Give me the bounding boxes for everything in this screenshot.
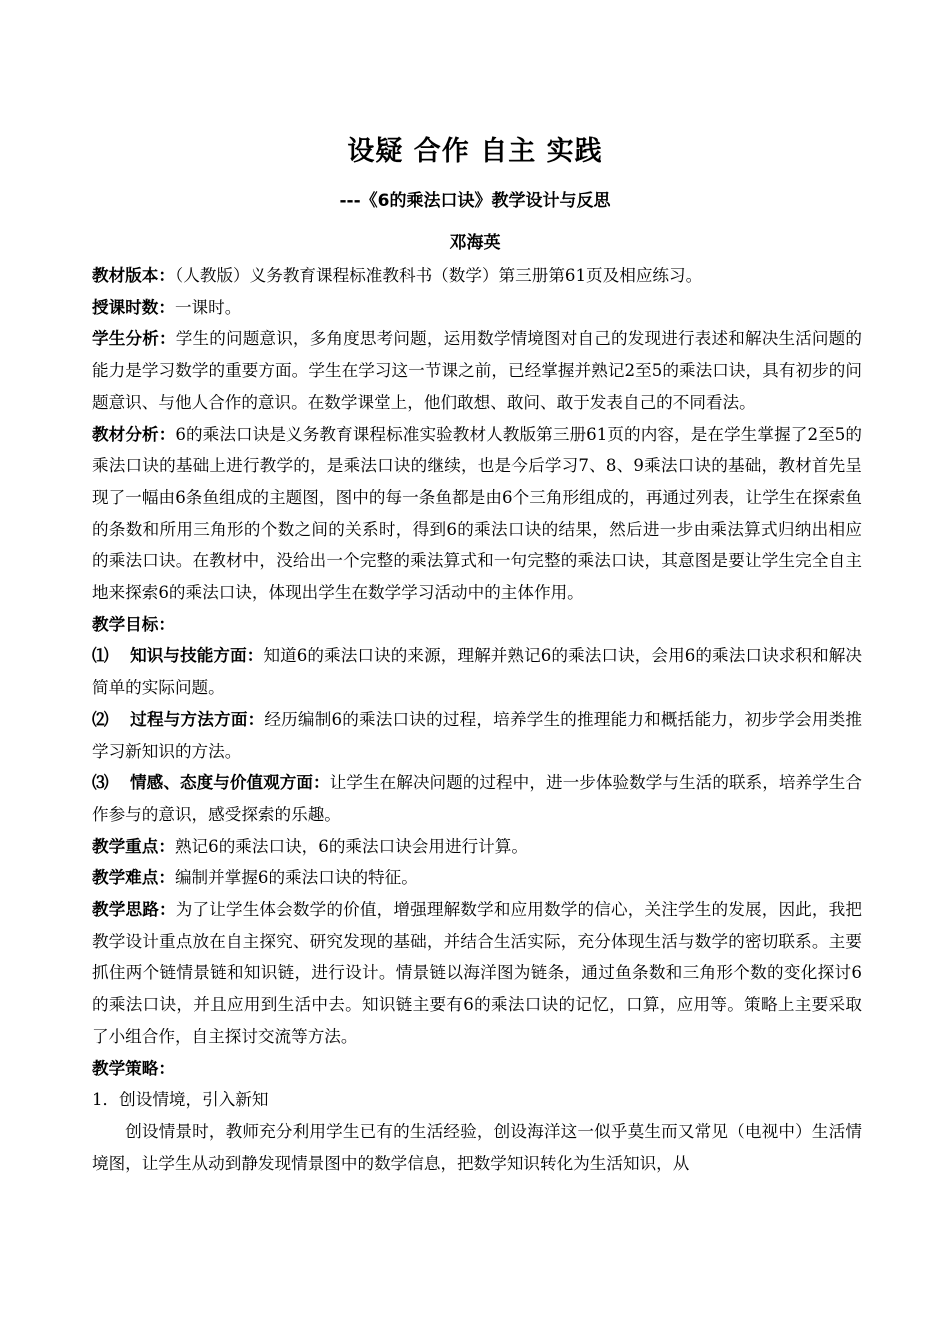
document-title: 设疑 合作 自主 实践 (347, 136, 603, 167)
goal-item (92, 704, 862, 767)
key-points-text: 熟记6的乘法口诀，6的乘法口诀会用进行计算。 (174, 836, 528, 856)
material-analysis-paragraph (92, 419, 862, 609)
student-analysis-label: 学生分析： (92, 329, 176, 349)
document-subtitle: ---《6的乘法口诀》教学设计与反思 (339, 191, 611, 211)
teaching-strategy-heading (92, 1053, 862, 1085)
student-analysis-text: 学生的问题意识，多角度思考问题，运用数学情境图对自己的发现进行表述和解决生活问题的能力是学习数学的重要方面。学生在学习这一节课之前，已经掌握并熟记2至5的乘法口诀，具有初步的问题意识、与他人合作的意识。在数学课堂上，他们敢想、敢问、敢于发表自己的不同看法。 (92, 329, 863, 412)
key-points-paragraph (92, 831, 862, 863)
teaching-strategy-label: 教学策略： (92, 1058, 175, 1078)
key-points-label: 教学重点： (92, 836, 175, 856)
goal-item (92, 767, 862, 830)
document-body (92, 260, 862, 1179)
strategy-step-heading: 1．创设情境，引入新知 (92, 1090, 269, 1110)
teaching-ideas-text: 为了让学生体会数学的价值，增强理解数学和应用数学的信心，关注学生的发展，因此，我把教学设计重点放在自主探究、研究发现的基础，并结合生活实际，充分体现生活与数学的密切联系。主要抓住两个链情景链和知识链，进行设计。情景链以海洋图为链条，通过鱼条数和三角形个数的变化探讨6的乘法口诀，并且应用到生活中去。知识链主要有6的乘法口诀的记忆，口算，应用等。策略上主要采取了小组合作，自主探讨交流等方法。 (92, 900, 863, 1046)
goal-item (92, 640, 862, 703)
lesson-hours-text: 一课时。 (174, 297, 242, 317)
goal-item-text: 让学生在解决问题的过程中，进一步体验数学与生活的联系，培养学生合作参与的意识，感受探索的乐趣。 (92, 773, 863, 824)
goal-item-number: ⑵ (92, 709, 109, 729)
student-analysis-paragraph (92, 323, 862, 418)
teaching-goals-heading (92, 609, 862, 641)
textbook-version-paragraph (92, 260, 862, 292)
textbook-version-label: 教材版本： (92, 266, 175, 285)
teaching-ideas-label: 教学思路： (92, 900, 176, 920)
lesson-hours-label: 授课时数： (92, 297, 175, 317)
textbook-version-text: （人教版）义务教育课程标准教科书（数学）第三册第61页及相应练习。 (174, 266, 703, 285)
difficulties-paragraph (92, 862, 862, 894)
document-author: 邓海英 (449, 233, 501, 253)
material-analysis-label: 教材分析： (92, 424, 176, 444)
goal-item-text: 知道6的乘法口诀的来源，理解并熟记6的乘法口诀，会用6的乘法口诀求积和解决简单的实际问题。 (92, 646, 863, 698)
teaching-goals-label: 教学目标： (92, 614, 175, 634)
goal-item-text: 经历编制6的乘法口诀的过程，培养学生的推理能力和概括能力，初步学会用类推学习新知识的方法。 (92, 709, 863, 761)
material-analysis-text: 6的乘法口诀是义务教育课程标准实验教材人教版第三册61页的内容，是在学生掌握了2至5的乘法口诀的基础上进行教学的，是乘法口诀的继续，也是今后学习7、8、9乘法口诀的基础，教材首先呈现了一幅由6条鱼组成的主题图，图中的每一条鱼都是由6个三角形组成的，再通过列表，让学生在探索鱼的条数和所用三角形的个数之间的关系时，得到6的乘法口诀的结果，然后进一步由乘法算式归纳出相应的乘法口诀。在教材中，没给出一个完整的乘法算式和一句完整的乘法口诀，其意图是要让学生完全自主地来探索6的乘法口诀，体现出学生在数学学习活动中的主体作用。 (92, 424, 862, 603)
strategy-step-text: 创设情景时，教师充分利用学生已有的生活经验，创设海洋这一似乎莫生而又常见（电视中）生活情境图，让学生从动到静发现情景图中的数学信息，把数学知识转化为生活知识，从 (92, 1121, 862, 1173)
goal-item-label: 知识与技能方面： (130, 646, 264, 666)
difficulties-text: 编制并掌握6的乘法口诀的特征。 (174, 868, 418, 888)
lesson-hours-paragraph (92, 292, 862, 324)
goal-item-label: 情感、态度与价值观方面： (130, 773, 330, 793)
difficulties-label: 教学难点： (92, 868, 175, 888)
goal-item-label: 过程与方法方面： (130, 709, 265, 729)
goal-item-number: ⑶ (92, 773, 109, 793)
goal-item-number: ⑴ (92, 646, 109, 666)
teaching-ideas-paragraph (92, 894, 862, 1053)
